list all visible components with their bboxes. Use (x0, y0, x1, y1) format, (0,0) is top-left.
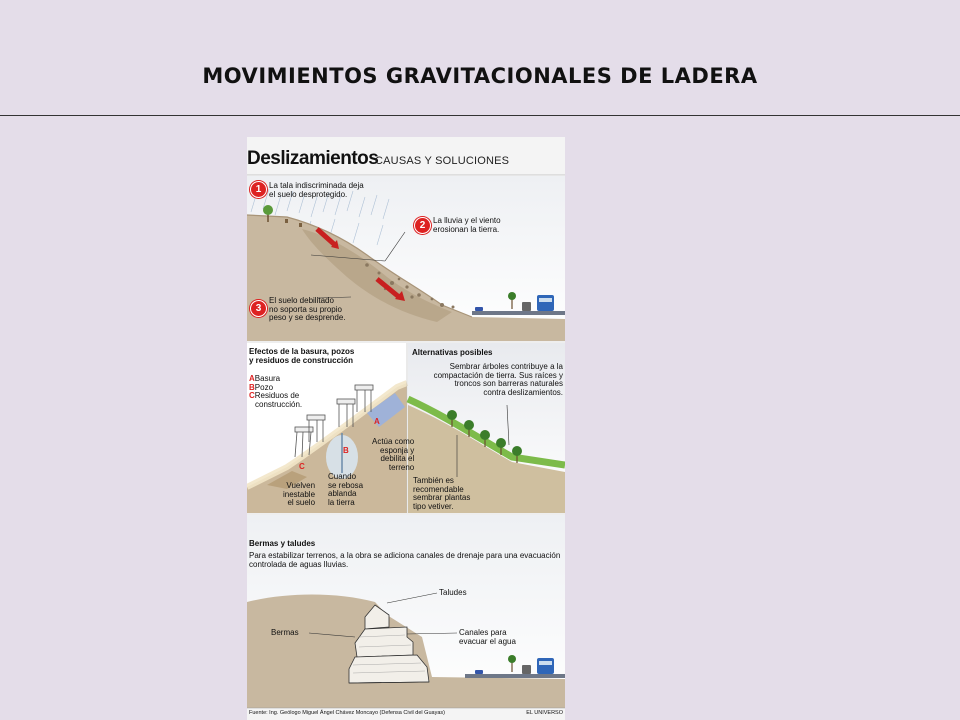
label-canales: Canales para evacuar el agua (459, 628, 516, 646)
source-credit: Fuente: Ing. Geólogo Miguel Ángel Chávez Moncayo (Defensa Civil del Guayas) (249, 710, 445, 716)
step-1-text: La tala indiscriminada deja el suelo desprotegido. (269, 181, 364, 199)
legend-item-pozo: BPozo (249, 382, 274, 392)
step-1-badge: 1 (250, 181, 267, 198)
infographic-subtitle: CAUSAS Y SOLUCIONES (375, 155, 510, 167)
bus-2 (537, 658, 554, 674)
bermas-text: Para estabilizar terrenos, a la obra se adiciona canales de drenaje para una evacuación controlada de aguas lluvias. (249, 551, 561, 569)
landslide-infographic (247, 137, 565, 720)
callout-sponge: Actúa como esponja y debilita el terreno (372, 437, 415, 472)
map-letter-b: B (343, 446, 349, 455)
bus (537, 295, 554, 311)
step-3-text: El suelo debilitado no soporta su propio peso y se desprende. (269, 296, 346, 323)
label-bermas: Bermas (271, 628, 299, 637)
publisher-credit: EL UNIVERSO (526, 710, 563, 716)
callout-overflow: Cuando se rebosa ablanda la tierra (328, 472, 364, 507)
effects-heading: Efectos de la basura, pozos y residuos de construcción (249, 347, 355, 365)
road (472, 311, 565, 315)
callout-unstable: Vuelven inestable el suelo (283, 481, 316, 508)
step-3-badge: 3 (250, 300, 267, 317)
title-divider (0, 115, 960, 116)
map-letter-c: C (299, 462, 305, 471)
label-taludes: Taludes (439, 588, 467, 597)
car (522, 302, 531, 311)
legend-item-basura: ABasura (249, 374, 281, 383)
vetiver-text: También es recomendable sembrar plantas tipo vetiver. (413, 476, 471, 511)
map-letter-a: A (374, 417, 380, 426)
step-2-text: La lluvia y el viento erosionan la tierra. (433, 216, 501, 234)
infographic-title: Deslizamientos (247, 148, 379, 169)
effects-legend: ABasura BPozo CResiduos de construcción. (249, 374, 303, 409)
road-2 (465, 674, 565, 678)
alternatives-text: Sembrar árboles contribuye a la compactación de tierra. Sus raíces y troncos son barreras naturales contra deslizamientos. (433, 362, 563, 397)
bermas-heading: Bermas y taludes (249, 539, 316, 548)
legend-item-residuos: CResiduos de (249, 391, 300, 401)
slide-title: MOVIMIENTOS GRAVITACIONALES DE LADERA (202, 64, 758, 88)
alternatives-heading: Alternativas posibles (412, 348, 493, 357)
step-2-badge: 2 (414, 217, 431, 234)
